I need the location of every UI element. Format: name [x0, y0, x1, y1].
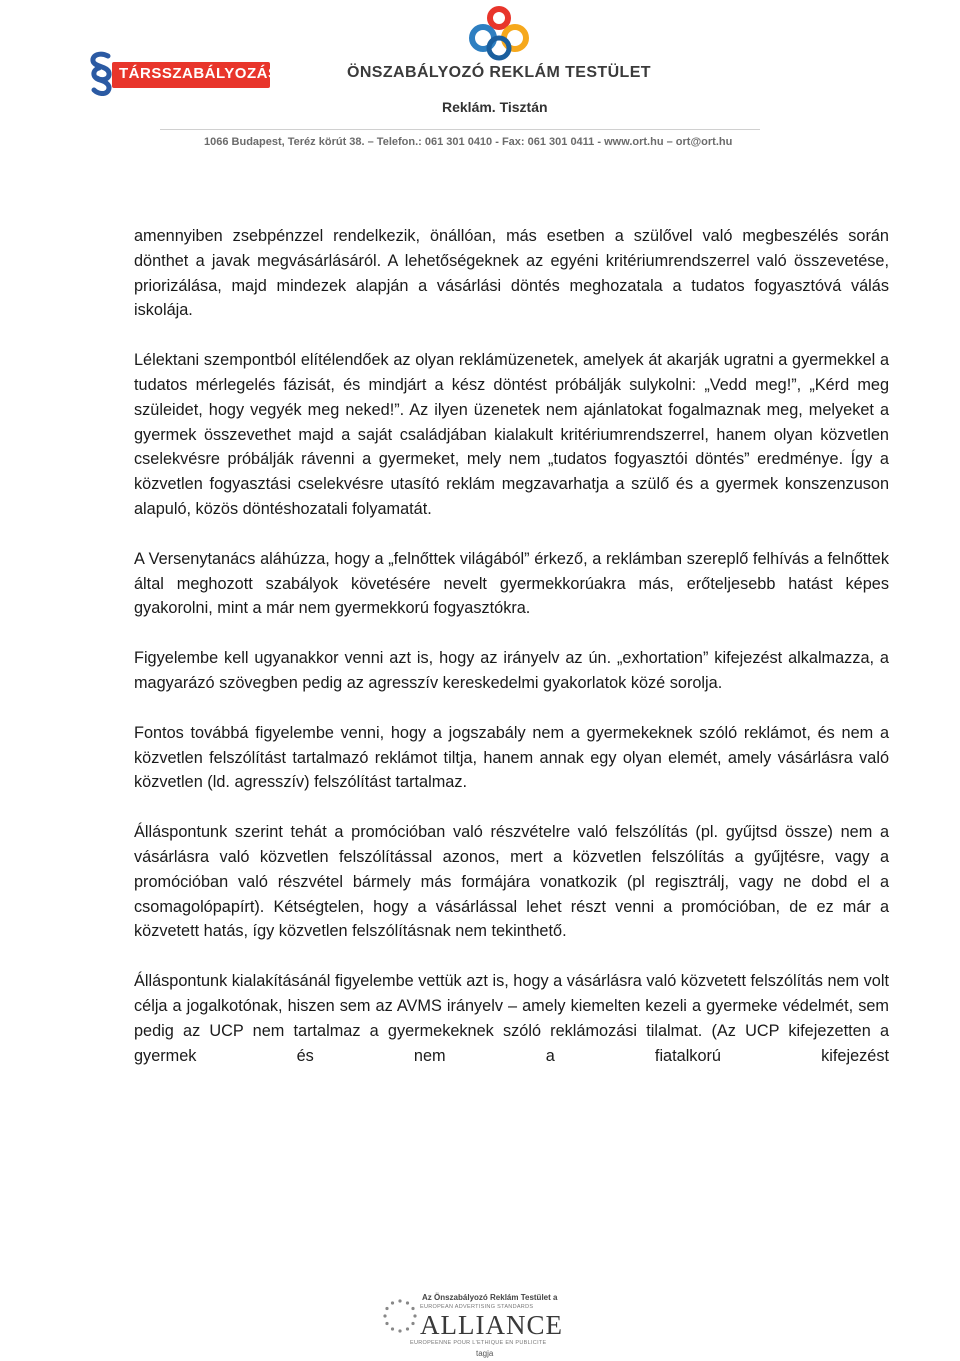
footer-intro: Az Önszabályozó Reklám Testület a: [422, 1293, 558, 1302]
tarsszabalyozas-logo: [86, 50, 286, 96]
document-body: [134, 224, 889, 1068]
paragraph-1: amennyiben zsebpénzzel rendelkezik, önállóan, más esetben a szülővel való megbeszélés során dönthet a javak megvásárlásáról. A lehetőségeknek az egyéni kritériumrendszerrel való összevetése, priorizálása, majd mindezek alapján a vásárlási döntés meghozatala a tudatos fogyasztóvá válás iskolája.: [134, 227, 889, 320]
paragraph-5: Fontos továbbá figyelembe venni, hogy a jogszabály nem a gyermekeknek szóló reklámot, és nem a közvetlen felszólítást tartalmazó reklámot tiltja, hanem annak egy olyan elemét, amely vásárlásra való közvetlen (ld. agresszív) felszólítást tartalmaz.: [134, 723, 889, 792]
org-name: ÖNSZABÁLYOZÓ REKLÁM TESTÜLET: [347, 64, 651, 81]
paragraph-6: Álláspontunk szerint tehát a promócióban való részvételre való felszólítás (pl. gyűjtsd össze) nem a vásárlásra való közvetlen felszólítással azonos, mert a közvetlen felszólítás a gyűjtésre, vagy a promócióban való részvétel bármely más formájára vonatkozik (pl regisztrálj, vagy ne dobd el a csomagolópapírt). Kétségtelen, hogy a vásárlással lehet részt venni a promócióban, de ez már a közvetett hatás, így közvetlen felszólításnak nem tekinthető.: [134, 823, 889, 941]
org-slogan: Reklám. Tisztán: [442, 99, 548, 115]
alliance-wordmark: ALLIANCE: [420, 1310, 563, 1340]
footer-french-name: EUROPEENNE POUR L'ETHIQUE EN PUBLICITE: [410, 1340, 547, 1346]
paragraph-2: Lélektani szempontból elítélendőek az olyan reklámüzenetek, amelyek át akarják ugratni a gyermekkel a tudatos mérlegelés fázisát, és mindjárt a kész döntést próbálják sulykolni: „Vedd meg!”, „Kérd meg szüleidet, hogy vegyék meg neked!”. Az ilyen üzenetek nem ajánlatokat fogalmaznak meg, melyeket a gyermek összevethet majd a saját családjában kialakult kritériumrendszerrel, hanem olyan közvetlen cselekvésre próbálják rávenni a gyermeket, mely nem „tudatos fogyasztói döntés” eredménye. Így a közvetlen fogyasztási cselekvésre utasító reklám megzavarhatja a szülő és a gyermek konszenzuson alapuló, közös döntéshozatali folyamatát.: [134, 351, 889, 518]
footer-easa-name: EUROPEAN ADVERTISING STANDARDS: [420, 1304, 534, 1310]
footer-member: tagja: [476, 1349, 494, 1358]
eu-stars-icon: [382, 1298, 418, 1334]
paragraph-3: A Versenytanács aláhúzza, hogy a „felnőttek világából” érkező, a reklámban szereplő felhívás a felnőttek által meghozott szabályok követésére nevelt gyermekkorúakra más, erőteljesebb hatást képes gyakorolni, mint a már nem gyermekkorú fogyasztókra.: [134, 549, 889, 618]
contact-line: 1066 Budapest, Teréz körút 38. – Telefon.: 061 301 0410 - Fax: 061 301 0411 - www.ort.hu – ort@ort.hu: [204, 136, 733, 148]
logo-text: TÁRSSZABÁLYOZÁS: [119, 65, 279, 82]
header-divider: [160, 129, 760, 130]
letterhead: [0, 0, 960, 160]
paragraph-4: Figyelembe kell ugyanakkor venni azt is, hogy az irányelv az ún. „exhortation” kifejezést alkalmazza, a magyarázó szövegben pedig az agresszív kereskedelmi gyakorlatok közé sorolja.: [134, 649, 889, 692]
paragraph-7: Álláspontunk kialakításánál figyelembe vettük azt is, hogy a vásárlásra való közvetett felszólítás nem volt célja a jogalkotónak, hiszen sem az AVMS irányelv – amely kiemelten kezeli a gyermeke védelmét, sem pedig az UCP nem tartalmaz a gyermekeknek szóló reklámozási tilalmat. (Az UCP kifejezetten a gyermek és nem a fiatalkorú kifejezést: [134, 972, 889, 1065]
ort-interlocking-rings-icon: [466, 4, 532, 66]
easa-alliance-footer: [380, 1290, 570, 1358]
